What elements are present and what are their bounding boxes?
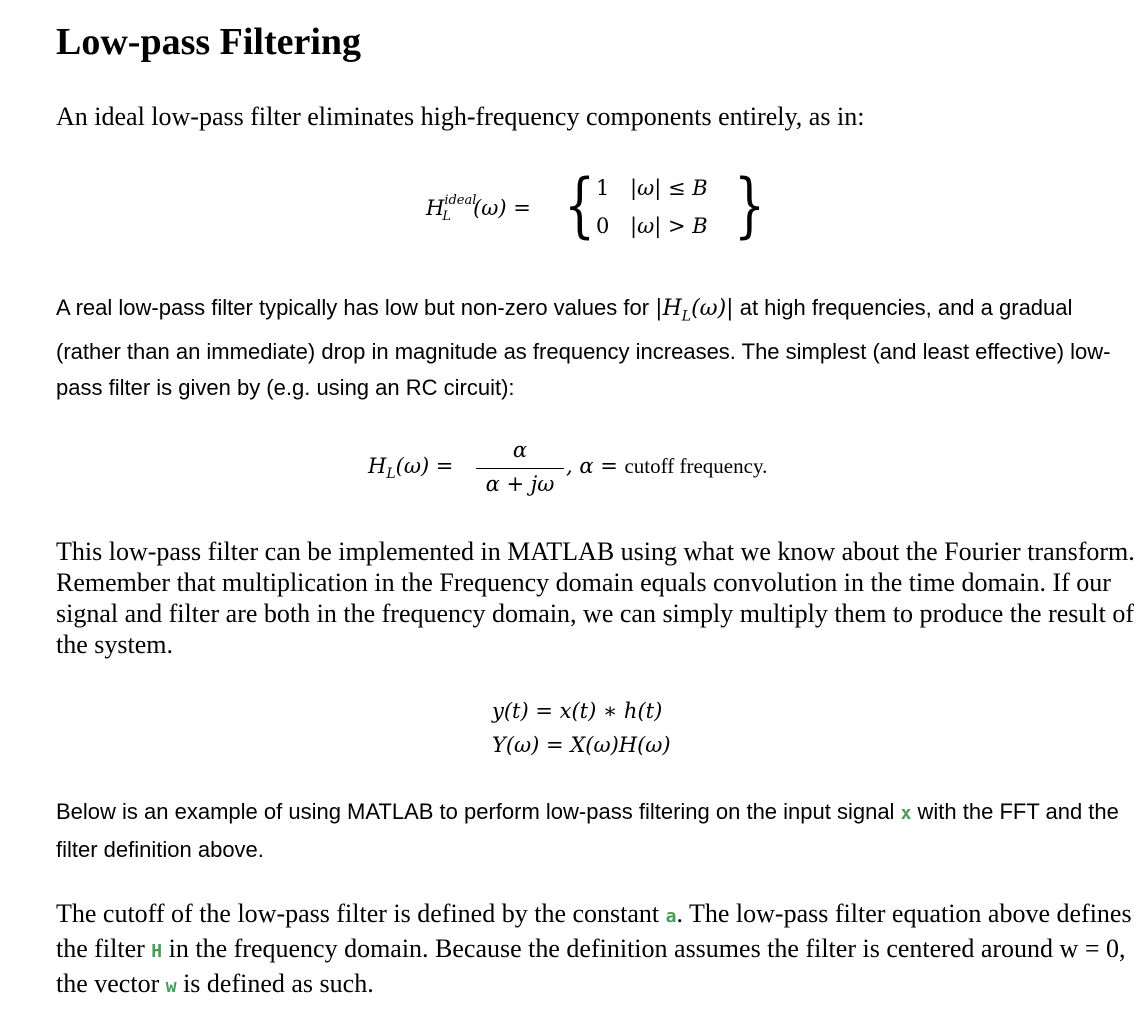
rc-equation-lhs: $H_L(\omega)$ =: [368, 454, 454, 483]
intro-paragraph: An ideal low-pass filter eliminates high-frequency components entirely, as in:: [56, 102, 865, 131]
rc-equation-rhs: , α = cutoff frequency.: [566, 454, 768, 478]
convolution-line-2: Y(ω) = X(ω)H(ω): [492, 733, 671, 757]
ideal-equation-row-2: 0 |ω| > B: [596, 214, 708, 238]
variable-x: x: [900, 803, 912, 824]
rc-fraction: [476, 436, 564, 497]
cutoff-paragraph: The cutoff of the low-pass filter is defined by the constant a. The low-pass filter equation above defines the filter H in the frequency domain. Because the definition assumes the filter is centered around w = 0, the vector w is defined as such.: [56, 899, 1132, 998]
right-brace: }: [734, 164, 766, 246]
variable-a: a: [665, 906, 677, 927]
fraction-bar: [476, 468, 564, 469]
convolution-line-1: y(t) = x(t) ∗ h(t): [492, 699, 663, 723]
left-brace: {: [564, 164, 596, 246]
convolution-equation: [492, 694, 732, 762]
fraction-denominator: α + jω: [485, 472, 555, 496]
fraction-numerator: α: [512, 438, 528, 462]
ideal-equation-row-1: 1 |ω| ≤ B: [596, 176, 708, 200]
variable-h: H: [151, 941, 163, 962]
example-paragraph: Below is an example of using MATLAB to perform low-pass filtering on the input signal x with the FFT and the filter definition above.: [56, 799, 1119, 862]
page-title: Low-pass Filtering: [56, 21, 362, 63]
ideal-equation-lhs: $H^{ideal}_L$ (ω) =: [426, 193, 531, 225]
rc-filter-equation: [368, 436, 828, 506]
magnitude-expression: $|H_L(\omega)|$: [655, 296, 734, 325]
variable-w: w: [165, 976, 177, 997]
real-filter-paragraph: A real low-pass filter typically has low but non-zero values for $|H_L(\omega)|$ at high frequencies, and a gradual (rather than an immediate) drop in magnitude as frequency increases. The simplest (and least effective) low-pass filter is given by (e.g. using an RC circuit):: [56, 295, 1111, 401]
matlab-paragraph: This low-pass filter can be implemented in MATLAB using what we know about the Fourier transform. Remember that multiplication in the Frequency domain equals convolution in the time domain. If our signal and filter are both in the frequency domain, we can simply multiply them to produce the result of the system.: [56, 537, 1135, 659]
ideal-filter-equation: [426, 164, 786, 252]
